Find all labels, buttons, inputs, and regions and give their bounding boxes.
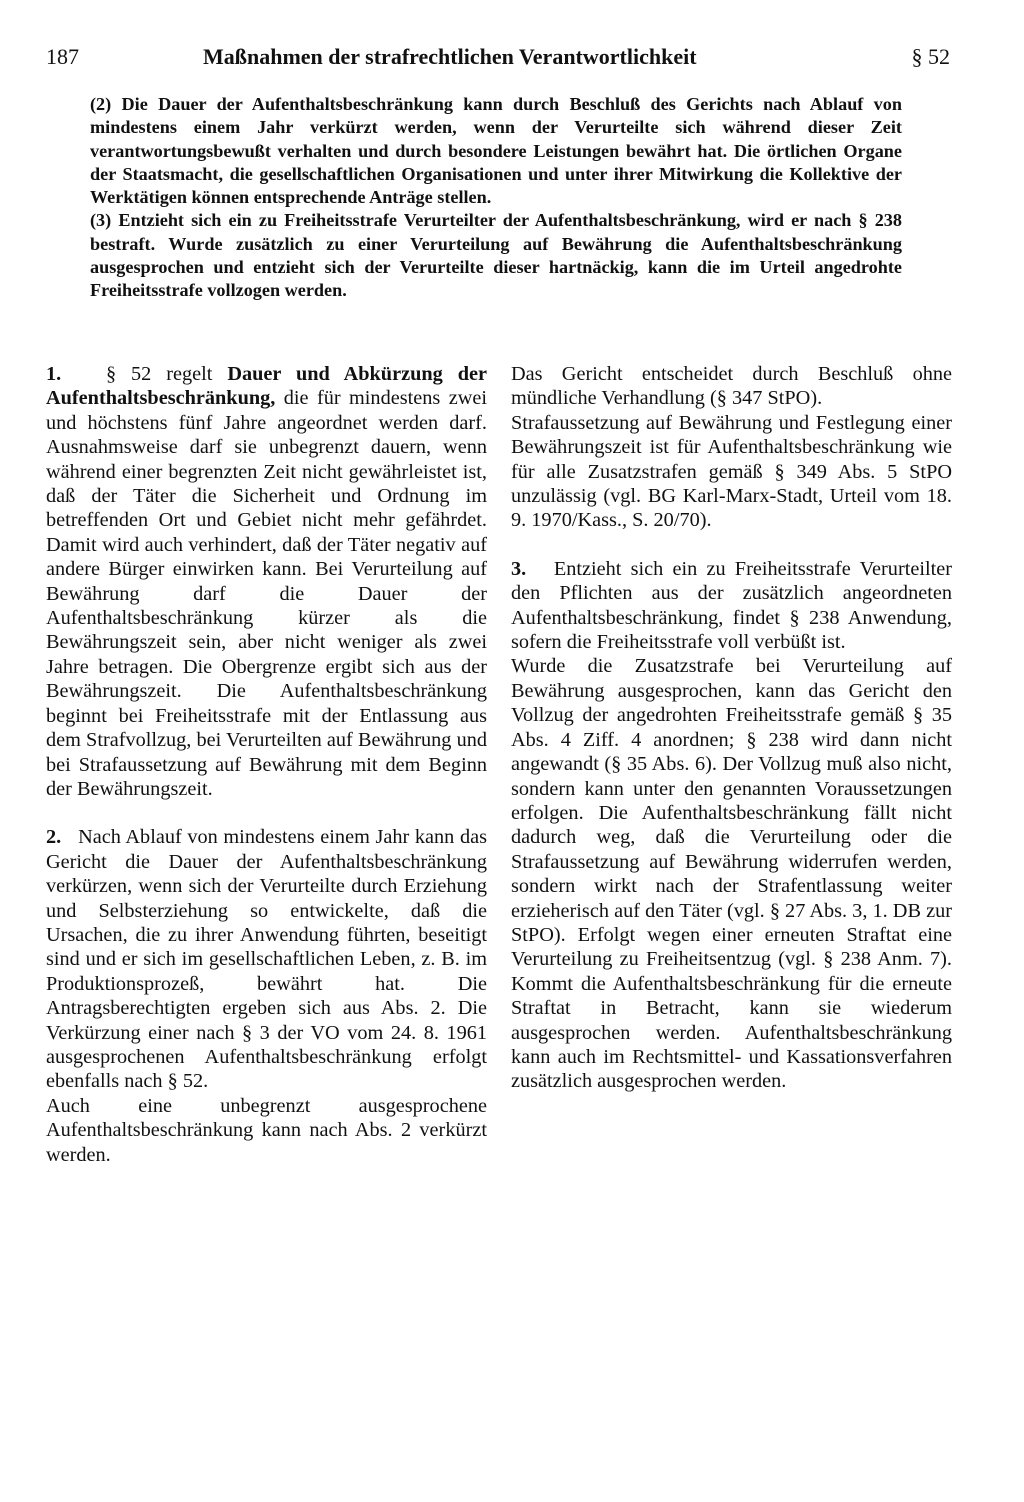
note-2-text-b: Auch eine unbegrenzt ausgesprochene Aufenthaltsbeschränkung kann nach Abs. 2 verkürzt werden. xyxy=(46,1094,487,1166)
page-number: 187 xyxy=(46,44,79,69)
statute-paragraph-2: (2) Die Dauer der Aufenthaltsbeschränkung kann durch Beschluß des Gerichts nach Ablauf von mindestens einem Jahr verkürzt werden, wenn der Verurteilte sich während dieser Zeit verantwortungsbewußt verhalten und durch besondere Leistungen bewährt hat. Die örtlichen Organe der Staatsmacht, die gesellschaftlichen Organisationen und unter ihrer Mitwirkung die Kollektive der Werktätigen können entsprechende Anträge stellen. xyxy=(90,94,902,208)
running-title: Maßnahmen der strafrechtlichen Verantwortlichkeit xyxy=(203,44,697,69)
note-1 xyxy=(46,362,487,801)
note-1-number: 1. xyxy=(46,363,62,385)
note-2-continued-a: Das Gericht entscheidet durch Beschluß ohne mündliche Verhandlung (§ 347 StPO). xyxy=(511,363,952,410)
note-2-continued-b: Strafaussetzung auf Bewährung und Festlegung einer Bewährungszeit ist für Aufenthaltsbeschränkung wie für alle Zusatzstrafen gemäß § 349 Abs. 5 StPO unzulässig (vgl. BG Karl-Marx-Stadt, Urteil vom 18. 9. 1970/Kass., S. 20/70). xyxy=(511,411,952,532)
commentary-left-column xyxy=(46,362,487,1167)
note-3-text: Entzieht sich ein zu Freiheitsstrafe Verurteilter den Pflichten aus der zusätzlich angeordneten Aufenthaltsbeschränkung, findet § 238 Anwendung, sofern die Freiheitsstrafe voll verbüßt ist. xyxy=(511,557,952,654)
commentary-right-column xyxy=(511,362,952,1094)
statute-paragraph-3: (3) Entzieht sich ein zu Freiheitsstrafe Verurteilter der Aufenthaltsbeschränkung, wird er nach § 238 bestraft. Wurde zusätzlich zu einer Verurteilung auf Bewährung die Aufenthaltsbeschränkung ausgesprochen und entzieht sich der Verurteilte dieser hartnäckig, kann die im Urteil angedrohte Freiheitsstrafe vollzogen werden. xyxy=(90,210,902,301)
note-2 xyxy=(46,825,487,1093)
statute-text xyxy=(90,93,902,303)
note-1-text: die für mindestens zwei und höchstens fünf Jahre angeordnet werden darf. Ausnahmsweise darf sie unbegrenzt dauern, wenn während einer begrenzten Zeit nicht gewährleistet ist, daß der Täter die Sicherheit und Ordnung im betreffenden Ort und Gebiet nicht mehr gefährdet. Damit wird auch verhindert, daß der Täter negativ auf andere Bürger einwirken kann. Bei Verurteilung auf Bewährung darf die Dauer der Aufenthaltsbeschränkung kürzer als die Bewährungszeit sein, aber nicht weniger als zwei Jahre betragen. Die Obergrenze ergibt sich aus der Bewährungszeit. Die Aufenthaltsbeschränkung beginnt bei Freiheitsstrafe mit der Entlassung aus dem Strafvollzug, bei Verurteilten auf Bewährung und bei Strafaussetzung auf Bewährung mit dem Beginn der Bewährungszeit. xyxy=(46,387,487,800)
page-header xyxy=(46,44,950,76)
note-2-number: 2. xyxy=(46,826,62,849)
note-3-text-b: Wurde die Zusatzstrafe bei Verurteilung auf Bewährung ausgesprochen, kann das Gericht den Vollzug der angedrohten Freiheitsstrafe gemäß § 35 Abs. 4 Ziff. 4 anordnen; § 238 wird dann nicht angewandt (§ 35 Abs. 6). Der Vollzug muß also nicht, sondern kann unter den genannten Voraussetzungen erfolgen. Die Aufenthaltsbeschränkung fällt nicht dadurch weg, daß die Verurteilung oder die Strafaussetzung auf Bewährung widerrufen werden, sondern wirkt nach der Strafentlassung weiter erzieherisch auf den Täter (vgl. § 27 Abs. 3, 1. DB zur StPO). Erfolgt wegen einer erneuten Straftat eine Verurteilung zu Freiheitsentzug (vgl. § 238 Anm. 7). Kommt die Aufenthaltsbeschränkung für die erneute Straftat in Betracht, kann sie wiederum ausgesprochen werden. Aufenthaltsbeschränkung kann auch im Rechtsmittel- und Kassationsverfahren zusätzlich ausgesprochen werden. xyxy=(511,655,952,1093)
note-1-lead: § 52 regelt xyxy=(105,363,213,385)
note-2-text: Nach Ablauf von mindestens einem Jahr kann das Gericht die Dauer der Aufenthaltsbeschränkung verkürzen, wenn sich der Verurteilte durch Erziehung und Selbsterziehung so entwickelte, daß die Ursachen, die zu ihrer Anwendung führten, beseitigt sind und er sich im gesellschaftlichen Leben, z. B. im Produktionsprozeß, bewährt hat. Die Antragsberechtigten ergeben sich aus Abs. 2. Die Verkürzung einer nach § 3 der VO vom 24. 8. 1961 ausgesprochenen Aufenthaltsbeschränkung erfolgt ebenfalls nach § 52. xyxy=(46,826,487,1093)
note-3-number: 3. xyxy=(511,557,527,580)
note-3 xyxy=(511,557,952,655)
note-1-keyword: Dauer und Abkürzung der Aufenthaltsbeschränkung, xyxy=(46,363,487,410)
section-reference: § 52 xyxy=(911,44,950,69)
